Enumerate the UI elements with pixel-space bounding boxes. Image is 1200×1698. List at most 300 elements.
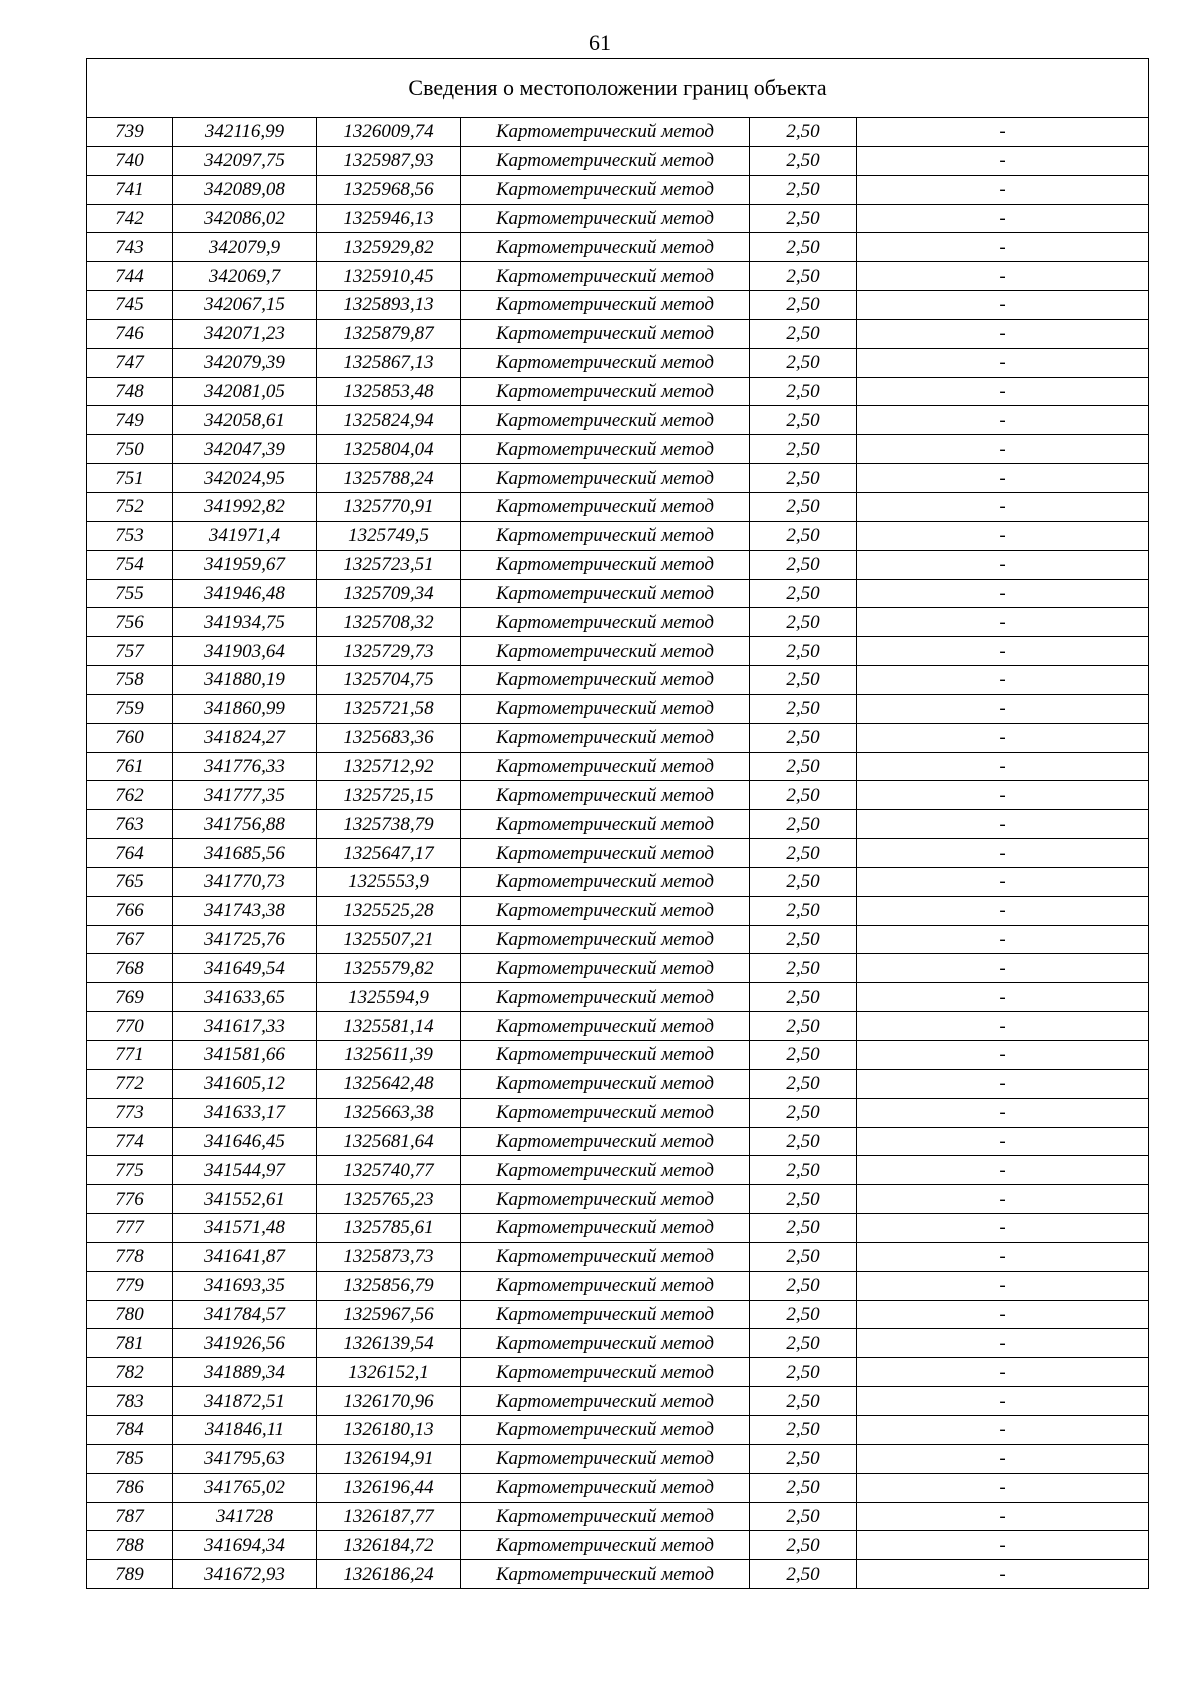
description-cell: - (857, 839, 1149, 868)
description-cell: - (857, 1560, 1149, 1589)
method-cell: Картометрический метод (461, 896, 750, 925)
method-cell: Картометрический метод (461, 608, 750, 637)
table-row (87, 694, 1149, 723)
y-coordinate-cell: 1325579,82 (317, 954, 461, 983)
point-number-cell: 758 (87, 666, 173, 695)
y-coordinate-cell: 1325856,79 (317, 1271, 461, 1300)
accuracy-cell: 2,50 (750, 867, 857, 896)
x-coordinate-cell: 341926,56 (173, 1329, 317, 1358)
table-row (87, 781, 1149, 810)
x-coordinate-cell: 341846,11 (173, 1415, 317, 1444)
accuracy-cell: 2,50 (750, 1444, 857, 1473)
table-row (87, 262, 1149, 291)
method-cell: Картометрический метод (461, 1502, 750, 1531)
method-cell: Картометрический метод (461, 1560, 750, 1589)
method-cell: Картометрический метод (461, 1214, 750, 1243)
x-coordinate-cell: 341860,99 (173, 694, 317, 723)
description-cell: - (857, 983, 1149, 1012)
method-cell: Картометрический метод (461, 1531, 750, 1560)
table-row (87, 839, 1149, 868)
x-coordinate-cell: 341581,66 (173, 1041, 317, 1070)
accuracy-cell: 2,50 (750, 1531, 857, 1560)
point-number-cell: 755 (87, 579, 173, 608)
accuracy-cell: 2,50 (750, 492, 857, 521)
table-row (87, 1329, 1149, 1358)
method-cell: Картометрический метод (461, 1127, 750, 1156)
description-cell: - (857, 262, 1149, 291)
y-coordinate-cell: 1325525,28 (317, 896, 461, 925)
table-row (87, 608, 1149, 637)
point-number-cell: 784 (87, 1415, 173, 1444)
accuracy-cell: 2,50 (750, 1560, 857, 1589)
x-coordinate-cell: 341880,19 (173, 666, 317, 695)
accuracy-cell: 2,50 (750, 723, 857, 752)
accuracy-cell: 2,50 (750, 637, 857, 666)
accuracy-cell: 2,50 (750, 666, 857, 695)
y-coordinate-cell: 1325785,61 (317, 1214, 461, 1243)
accuracy-cell: 2,50 (750, 608, 857, 637)
table-row (87, 1069, 1149, 1098)
description-cell: - (857, 492, 1149, 521)
x-coordinate-cell: 342058,61 (173, 406, 317, 435)
y-coordinate-cell: 1325788,24 (317, 464, 461, 493)
table-row (87, 1358, 1149, 1387)
method-cell: Картометрический метод (461, 637, 750, 666)
description-cell: - (857, 723, 1149, 752)
point-number-cell: 749 (87, 406, 173, 435)
x-coordinate-cell: 341756,88 (173, 810, 317, 839)
method-cell: Картометрический метод (461, 1242, 750, 1271)
table-row (87, 579, 1149, 608)
description-cell: - (857, 406, 1149, 435)
accuracy-cell: 2,50 (750, 1156, 857, 1185)
accuracy-cell: 2,50 (750, 954, 857, 983)
description-cell: - (857, 1444, 1149, 1473)
boundary-coordinates-table (86, 58, 1149, 1589)
table-row (87, 1041, 1149, 1070)
description-cell: - (857, 752, 1149, 781)
point-number-cell: 768 (87, 954, 173, 983)
description-cell: - (857, 435, 1149, 464)
accuracy-cell: 2,50 (750, 1012, 857, 1041)
method-cell: Картометрический метод (461, 1156, 750, 1185)
point-number-cell: 754 (87, 550, 173, 579)
description-cell: - (857, 1127, 1149, 1156)
method-cell: Картометрический метод (461, 521, 750, 550)
table-row (87, 492, 1149, 521)
table-row (87, 1012, 1149, 1041)
accuracy-cell: 2,50 (750, 175, 857, 204)
x-coordinate-cell: 342079,39 (173, 348, 317, 377)
point-number-cell: 764 (87, 839, 173, 868)
method-cell: Картометрический метод (461, 319, 750, 348)
y-coordinate-cell: 1325507,21 (317, 925, 461, 954)
method-cell: Картометрический метод (461, 1358, 750, 1387)
table-row (87, 1271, 1149, 1300)
table-row (87, 550, 1149, 579)
accuracy-cell: 2,50 (750, 204, 857, 233)
accuracy-cell: 2,50 (750, 1300, 857, 1329)
y-coordinate-cell: 1325967,56 (317, 1300, 461, 1329)
accuracy-cell: 2,50 (750, 550, 857, 579)
x-coordinate-cell: 341776,33 (173, 752, 317, 781)
y-coordinate-cell: 1325663,38 (317, 1098, 461, 1127)
description-cell: - (857, 925, 1149, 954)
accuracy-cell: 2,50 (750, 233, 857, 262)
y-coordinate-cell: 1325729,73 (317, 637, 461, 666)
method-cell: Картометрический метод (461, 867, 750, 896)
y-coordinate-cell: 1326152,1 (317, 1358, 461, 1387)
x-coordinate-cell: 341889,34 (173, 1358, 317, 1387)
x-coordinate-cell: 342067,15 (173, 291, 317, 320)
table-row (87, 810, 1149, 839)
method-cell: Картометрический метод (461, 464, 750, 493)
x-coordinate-cell: 341946,48 (173, 579, 317, 608)
point-number-cell: 771 (87, 1041, 173, 1070)
point-number-cell: 788 (87, 1531, 173, 1560)
accuracy-cell: 2,50 (750, 521, 857, 550)
accuracy-cell: 2,50 (750, 1098, 857, 1127)
accuracy-cell: 2,50 (750, 1214, 857, 1243)
point-number-cell: 761 (87, 752, 173, 781)
accuracy-cell: 2,50 (750, 348, 857, 377)
x-coordinate-cell: 342116,99 (173, 118, 317, 147)
method-cell: Картометрический метод (461, 291, 750, 320)
x-coordinate-cell: 341728 (173, 1502, 317, 1531)
accuracy-cell: 2,50 (750, 1358, 857, 1387)
table-row (87, 867, 1149, 896)
method-cell: Картометрический метод (461, 550, 750, 579)
description-cell: - (857, 810, 1149, 839)
method-cell: Картометрический метод (461, 1012, 750, 1041)
description-cell: - (857, 550, 1149, 579)
x-coordinate-cell: 341959,67 (173, 550, 317, 579)
table-row (87, 291, 1149, 320)
y-coordinate-cell: 1325738,79 (317, 810, 461, 839)
table-row (87, 925, 1149, 954)
description-cell: - (857, 867, 1149, 896)
method-cell: Картометрический метод (461, 925, 750, 954)
x-coordinate-cell: 342079,9 (173, 233, 317, 262)
y-coordinate-cell: 1325647,17 (317, 839, 461, 868)
y-coordinate-cell: 1325681,64 (317, 1127, 461, 1156)
y-coordinate-cell: 1325879,87 (317, 319, 461, 348)
description-cell: - (857, 521, 1149, 550)
table-row (87, 1098, 1149, 1127)
table-row (87, 175, 1149, 204)
point-number-cell: 779 (87, 1271, 173, 1300)
point-number-cell: 777 (87, 1214, 173, 1243)
point-number-cell: 744 (87, 262, 173, 291)
method-cell: Картометрический метод (461, 752, 750, 781)
point-number-cell: 747 (87, 348, 173, 377)
point-number-cell: 766 (87, 896, 173, 925)
method-cell: Картометрический метод (461, 1185, 750, 1214)
y-coordinate-cell: 1326186,24 (317, 1560, 461, 1589)
y-coordinate-cell: 1326170,96 (317, 1387, 461, 1416)
table-row (87, 464, 1149, 493)
description-cell: - (857, 1041, 1149, 1070)
table-row (87, 435, 1149, 464)
method-cell: Картометрический метод (461, 435, 750, 464)
accuracy-cell: 2,50 (750, 1185, 857, 1214)
accuracy-cell: 2,50 (750, 319, 857, 348)
point-number-cell: 782 (87, 1358, 173, 1387)
method-cell: Картометрический метод (461, 810, 750, 839)
accuracy-cell: 2,50 (750, 1329, 857, 1358)
description-cell: - (857, 1156, 1149, 1185)
table-row (87, 1127, 1149, 1156)
x-coordinate-cell: 341903,64 (173, 637, 317, 666)
table-caption-row (87, 59, 1149, 118)
description-cell: - (857, 319, 1149, 348)
x-coordinate-cell: 341824,27 (173, 723, 317, 752)
description-cell: - (857, 637, 1149, 666)
point-number-cell: 770 (87, 1012, 173, 1041)
description-cell: - (857, 1012, 1149, 1041)
point-number-cell: 746 (87, 319, 173, 348)
description-cell: - (857, 781, 1149, 810)
y-coordinate-cell: 1325642,48 (317, 1069, 461, 1098)
y-coordinate-cell: 1325704,75 (317, 666, 461, 695)
method-cell: Картометрический метод (461, 1300, 750, 1329)
table-row (87, 233, 1149, 262)
description-cell: - (857, 666, 1149, 695)
table-row (87, 204, 1149, 233)
table-caption: Сведения о местоположении границ объекта (87, 59, 1149, 118)
x-coordinate-cell: 341605,12 (173, 1069, 317, 1098)
point-number-cell: 743 (87, 233, 173, 262)
table-row (87, 1300, 1149, 1329)
table-row (87, 118, 1149, 147)
page-number: 61 (589, 30, 611, 55)
y-coordinate-cell: 1326196,44 (317, 1473, 461, 1502)
description-cell: - (857, 1069, 1149, 1098)
y-coordinate-cell: 1325804,04 (317, 435, 461, 464)
x-coordinate-cell: 342089,08 (173, 175, 317, 204)
y-coordinate-cell: 1325709,34 (317, 579, 461, 608)
point-number-cell: 785 (87, 1444, 173, 1473)
table-row (87, 1531, 1149, 1560)
y-coordinate-cell: 1326009,74 (317, 118, 461, 147)
table-row (87, 1473, 1149, 1502)
method-cell: Картометрический метод (461, 118, 750, 147)
y-coordinate-cell: 1325683,36 (317, 723, 461, 752)
description-cell: - (857, 1358, 1149, 1387)
y-coordinate-cell: 1325824,94 (317, 406, 461, 435)
y-coordinate-cell: 1325929,82 (317, 233, 461, 262)
x-coordinate-cell: 341934,75 (173, 608, 317, 637)
table-row (87, 1387, 1149, 1416)
table-row (87, 1156, 1149, 1185)
description-cell: - (857, 291, 1149, 320)
point-number-cell: 765 (87, 867, 173, 896)
y-coordinate-cell: 1325867,13 (317, 348, 461, 377)
table-row (87, 146, 1149, 175)
accuracy-cell: 2,50 (750, 1473, 857, 1502)
table-row (87, 1502, 1149, 1531)
description-cell: - (857, 1502, 1149, 1531)
description-cell: - (857, 608, 1149, 637)
point-number-cell: 773 (87, 1098, 173, 1127)
point-number-cell: 787 (87, 1502, 173, 1531)
point-number-cell: 752 (87, 492, 173, 521)
x-coordinate-cell: 341872,51 (173, 1387, 317, 1416)
x-coordinate-cell: 341694,34 (173, 1531, 317, 1560)
method-cell: Картометрический метод (461, 1387, 750, 1416)
description-cell: - (857, 1387, 1149, 1416)
y-coordinate-cell: 1326180,13 (317, 1415, 461, 1444)
table-body (87, 118, 1149, 1589)
method-cell: Картометрический метод (461, 348, 750, 377)
x-coordinate-cell: 341777,35 (173, 781, 317, 810)
point-number-cell: 748 (87, 377, 173, 406)
method-cell: Картометрический метод (461, 146, 750, 175)
y-coordinate-cell: 1325611,39 (317, 1041, 461, 1070)
y-coordinate-cell: 1325594,9 (317, 983, 461, 1012)
point-number-cell: 759 (87, 694, 173, 723)
x-coordinate-cell: 342097,75 (173, 146, 317, 175)
y-coordinate-cell: 1325581,14 (317, 1012, 461, 1041)
y-coordinate-cell: 1326187,77 (317, 1502, 461, 1531)
y-coordinate-cell: 1325946,13 (317, 204, 461, 233)
description-cell: - (857, 1098, 1149, 1127)
point-number-cell: 776 (87, 1185, 173, 1214)
table-row (87, 1415, 1149, 1444)
table-row (87, 521, 1149, 550)
description-cell: - (857, 233, 1149, 262)
x-coordinate-cell: 341649,54 (173, 954, 317, 983)
method-cell: Картометрический метод (461, 723, 750, 752)
method-cell: Картометрический метод (461, 666, 750, 695)
point-number-cell: 774 (87, 1127, 173, 1156)
y-coordinate-cell: 1325910,45 (317, 262, 461, 291)
y-coordinate-cell: 1325553,9 (317, 867, 461, 896)
method-cell: Картометрический метод (461, 1098, 750, 1127)
method-cell: Картометрический метод (461, 1415, 750, 1444)
description-cell: - (857, 1185, 1149, 1214)
x-coordinate-cell: 341765,02 (173, 1473, 317, 1502)
description-cell: - (857, 1473, 1149, 1502)
point-number-cell: 789 (87, 1560, 173, 1589)
method-cell: Картометрический метод (461, 233, 750, 262)
accuracy-cell: 2,50 (750, 146, 857, 175)
x-coordinate-cell: 341571,48 (173, 1214, 317, 1243)
accuracy-cell: 2,50 (750, 1069, 857, 1098)
x-coordinate-cell: 341646,45 (173, 1127, 317, 1156)
x-coordinate-cell: 341784,57 (173, 1300, 317, 1329)
x-coordinate-cell: 341641,87 (173, 1242, 317, 1271)
x-coordinate-cell: 342024,95 (173, 464, 317, 493)
y-coordinate-cell: 1325708,32 (317, 608, 461, 637)
point-number-cell: 778 (87, 1242, 173, 1271)
table-row (87, 954, 1149, 983)
accuracy-cell: 2,50 (750, 781, 857, 810)
method-cell: Картометрический метод (461, 983, 750, 1012)
x-coordinate-cell: 342071,23 (173, 319, 317, 348)
description-cell: - (857, 204, 1149, 233)
accuracy-cell: 2,50 (750, 406, 857, 435)
point-number-cell: 772 (87, 1069, 173, 1098)
table-row (87, 348, 1149, 377)
x-coordinate-cell: 341992,82 (173, 492, 317, 521)
description-cell: - (857, 1214, 1149, 1243)
description-cell: - (857, 1329, 1149, 1358)
x-coordinate-cell: 341693,35 (173, 1271, 317, 1300)
table-row (87, 377, 1149, 406)
method-cell: Картометрический метод (461, 1329, 750, 1358)
table-row (87, 406, 1149, 435)
x-coordinate-cell: 341617,33 (173, 1012, 317, 1041)
y-coordinate-cell: 1325853,48 (317, 377, 461, 406)
table-row (87, 1560, 1149, 1589)
method-cell: Картометрический метод (461, 954, 750, 983)
x-coordinate-cell: 341770,73 (173, 867, 317, 896)
table-row (87, 983, 1149, 1012)
point-number-cell: 757 (87, 637, 173, 666)
description-cell: - (857, 348, 1149, 377)
description-cell: - (857, 954, 1149, 983)
accuracy-cell: 2,50 (750, 579, 857, 608)
description-cell: - (857, 464, 1149, 493)
table-row (87, 896, 1149, 925)
method-cell: Картометрический метод (461, 1069, 750, 1098)
point-number-cell: 753 (87, 521, 173, 550)
point-number-cell: 760 (87, 723, 173, 752)
method-cell: Картометрический метод (461, 204, 750, 233)
table-row (87, 1444, 1149, 1473)
accuracy-cell: 2,50 (750, 896, 857, 925)
x-coordinate-cell: 341633,17 (173, 1098, 317, 1127)
accuracy-cell: 2,50 (750, 1387, 857, 1416)
point-number-cell: 751 (87, 464, 173, 493)
y-coordinate-cell: 1325749,5 (317, 521, 461, 550)
method-cell: Картометрический метод (461, 175, 750, 204)
x-coordinate-cell: 342081,05 (173, 377, 317, 406)
description-cell: - (857, 1242, 1149, 1271)
accuracy-cell: 2,50 (750, 1271, 857, 1300)
x-coordinate-cell: 341685,56 (173, 839, 317, 868)
y-coordinate-cell: 1326139,54 (317, 1329, 461, 1358)
point-number-cell: 745 (87, 291, 173, 320)
point-number-cell: 750 (87, 435, 173, 464)
point-number-cell: 740 (87, 146, 173, 175)
y-coordinate-cell: 1325725,15 (317, 781, 461, 810)
accuracy-cell: 2,50 (750, 118, 857, 147)
accuracy-cell: 2,50 (750, 1415, 857, 1444)
description-cell: - (857, 1415, 1149, 1444)
accuracy-cell: 2,50 (750, 1127, 857, 1156)
y-coordinate-cell: 1325740,77 (317, 1156, 461, 1185)
description-cell: - (857, 1300, 1149, 1329)
method-cell: Картометрический метод (461, 694, 750, 723)
point-number-cell: 756 (87, 608, 173, 637)
method-cell: Картометрический метод (461, 262, 750, 291)
point-number-cell: 783 (87, 1387, 173, 1416)
table-row (87, 666, 1149, 695)
method-cell: Картометрический метод (461, 839, 750, 868)
x-coordinate-cell: 341633,65 (173, 983, 317, 1012)
x-coordinate-cell: 341743,38 (173, 896, 317, 925)
accuracy-cell: 2,50 (750, 262, 857, 291)
description-cell: - (857, 579, 1149, 608)
method-cell: Картометрический метод (461, 377, 750, 406)
table-row (87, 1185, 1149, 1214)
x-coordinate-cell: 341552,61 (173, 1185, 317, 1214)
accuracy-cell: 2,50 (750, 694, 857, 723)
point-number-cell: 781 (87, 1329, 173, 1358)
accuracy-cell: 2,50 (750, 810, 857, 839)
